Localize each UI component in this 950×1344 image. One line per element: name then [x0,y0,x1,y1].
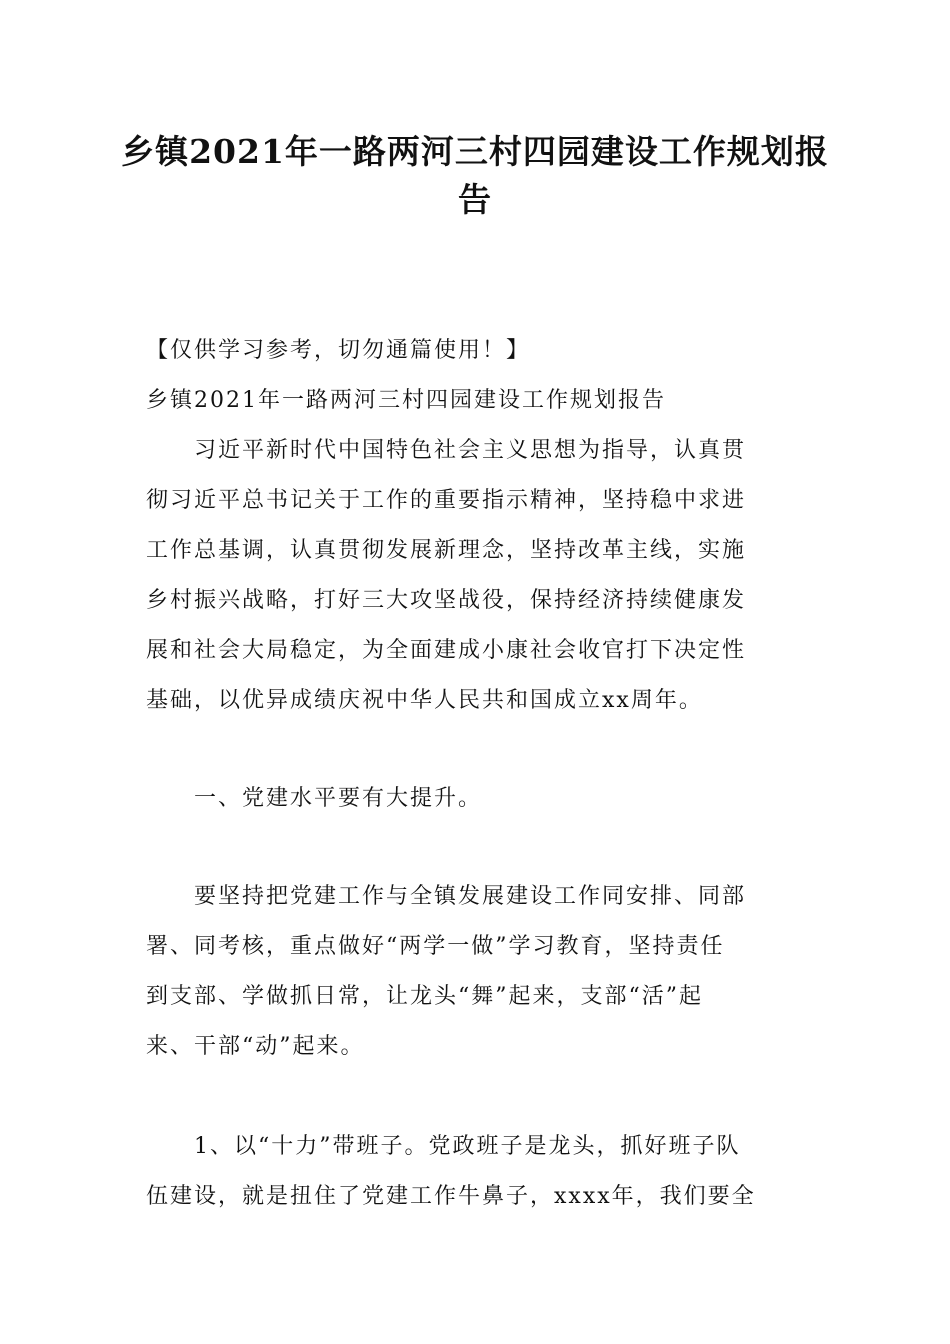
notice-line: 【仅供学习参考，切勿通篇使用！】 [146,338,531,363]
paragraph-1-line-6: 基础，以优异成绩庆祝中华人民共和国成立xx周年。 [146,688,703,713]
subtitle-line: 乡镇2021年一路两河三村四园建设工作规划报告 [146,388,666,413]
paragraph-1-line-1: 习近平新时代中国特色社会主义思想为指导，认真贯 [146,438,747,463]
paragraph-3-line-4: 来、干部“动”起来。 [146,1034,365,1059]
paragraph-3-line-3: 到支部、学做抓日常，让龙头“舞”起来，支部“活”起 [146,984,703,1009]
paragraph-1-line-4: 乡村振兴战略，打好三大攻坚战役，保持经济持续健康发 [146,588,747,613]
paragraph-4-line-1: 1、以“十力”带班子。党政班子是龙头，抓好班子队 [146,1134,741,1159]
paragraph-1-line-2: 彻习近平总书记关于工作的重要指示精神，坚持稳中求进 [146,488,747,513]
paragraph-3-line-1: 要坚持把党建工作与全镇发展建设工作同安排、同部 [146,884,747,909]
paragraph-3-line-2: 署、同考核，重点做好“两学一做”学习教育，坚持责任 [146,934,725,959]
section-heading-line: 一、党建水平要有大提升。 [146,786,483,811]
document-title: 乡镇2021年一路两河三村四园建设工作规划报告 [121,132,829,219]
paragraph-4-line-2: 伍建设，就是扭住了党建工作牛鼻子，xxxx年，我们要全 [146,1184,756,1209]
paragraph-1-line-3: 工作总基调，认真贯彻发展新理念，坚持改革主线，实施 [146,538,747,563]
paragraph-1-line-5: 展和社会大局稳定，为全面建成小康社会收官打下决定性 [146,638,747,663]
